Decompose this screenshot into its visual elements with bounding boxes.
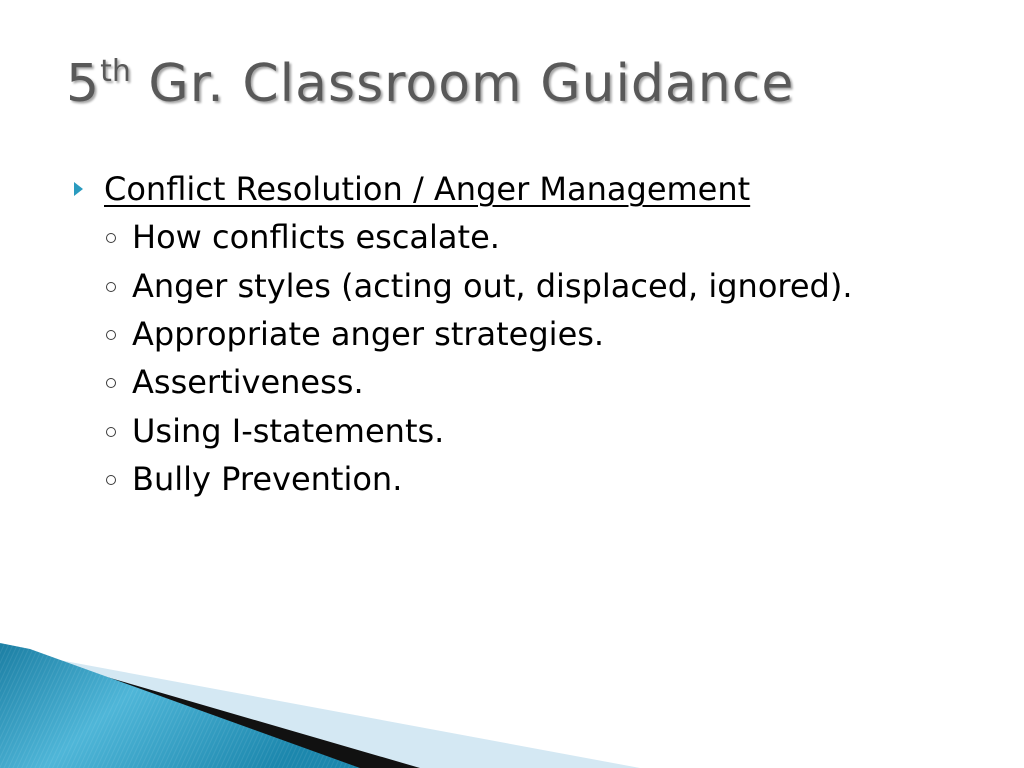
sub-bullet <box>74 310 853 358</box>
circle-bullet-icon <box>106 233 116 243</box>
title-superscript: th <box>100 54 131 89</box>
circle-bullet-icon <box>106 330 116 340</box>
sub-bullet-text: Bully Prevention. <box>132 460 403 499</box>
circle-bullet-icon <box>106 378 116 388</box>
circle-bullet-icon <box>106 427 116 437</box>
corner-decoration <box>0 643 640 768</box>
title-number: 5 <box>66 54 101 114</box>
sub-bullet <box>74 455 853 503</box>
sub-bullet-text: Assertiveness. <box>132 363 364 402</box>
title-text: Gr. Classroom Guidance <box>130 54 795 114</box>
main-bullet-label: Conflict Resolution / Anger Management <box>104 170 751 208</box>
sub-bullet <box>74 358 853 406</box>
sub-bullet-list <box>74 213 853 503</box>
sub-bullet <box>74 261 853 309</box>
circle-bullet-icon <box>106 475 116 485</box>
teal-wave-texture <box>0 643 360 768</box>
sub-bullet-text: Appropriate anger strategies. <box>132 314 605 353</box>
sub-bullet <box>74 213 853 261</box>
sub-bullet-text: How conflicts escalate. <box>132 218 500 257</box>
main-bullet <box>74 165 853 213</box>
sub-bullet-text: Using I-statements. <box>132 411 445 450</box>
circle-bullet-icon <box>106 282 116 292</box>
sub-bullet-text: Anger styles (acting out, displaced, ignored). <box>132 266 853 305</box>
slide-title <box>66 54 794 114</box>
triangle-bullet-icon <box>74 182 86 196</box>
sub-bullet <box>74 407 853 455</box>
slide-body <box>74 165 853 503</box>
